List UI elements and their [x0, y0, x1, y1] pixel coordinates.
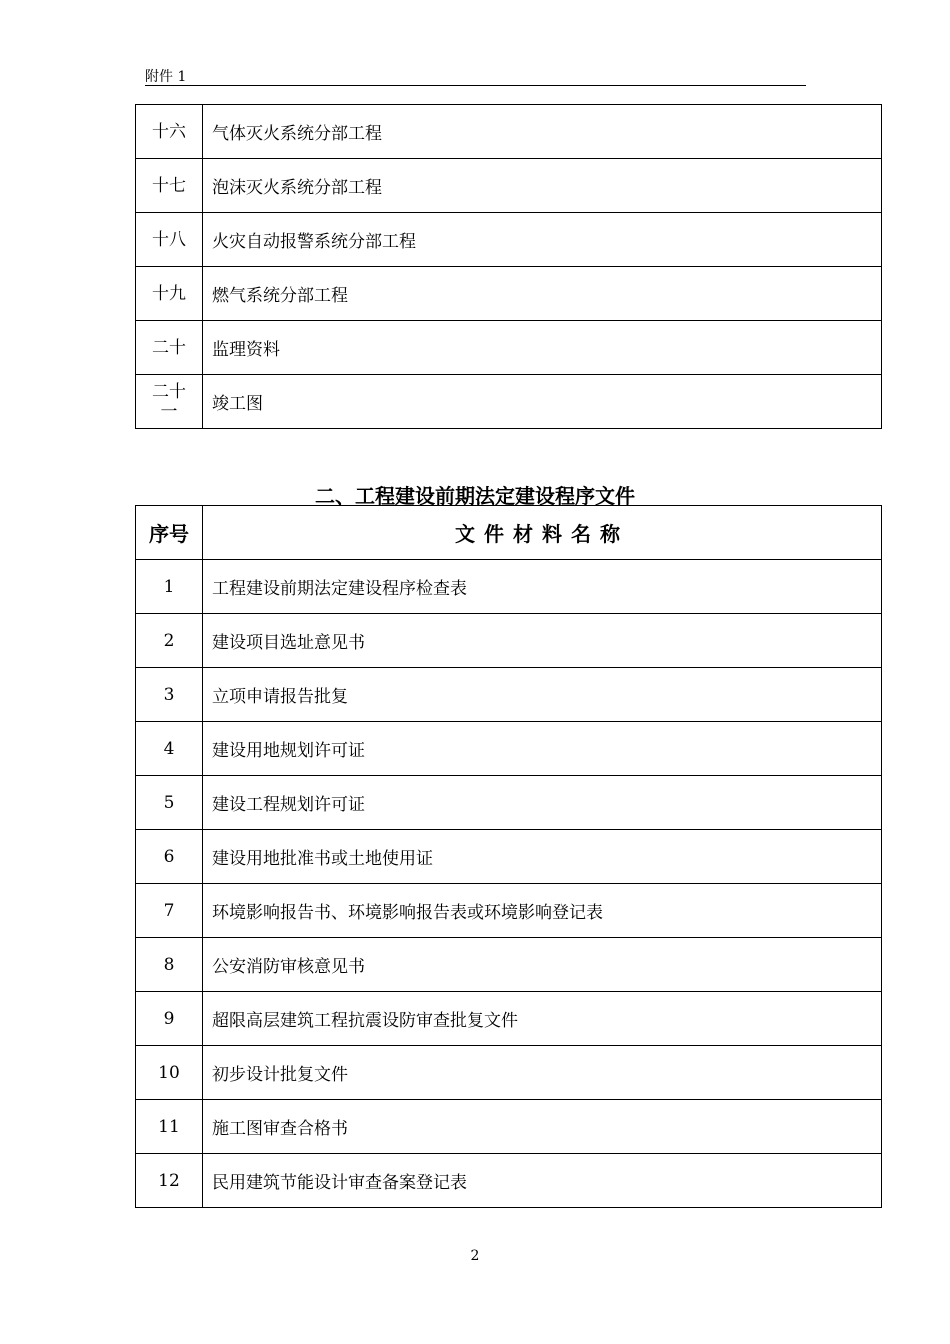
row-number: 1 — [136, 560, 203, 614]
row-number: 9 — [136, 992, 203, 1046]
row-number: 十七 — [136, 159, 203, 213]
row-name: 建设用地批准书或土地使用证 — [203, 830, 882, 884]
row-number: 十八 — [136, 213, 203, 267]
table-row — [136, 321, 882, 375]
pre-construction-documents-table — [135, 505, 882, 1208]
section-title: 二、工程建设前期法定建设程序文件 — [315, 484, 635, 508]
table-row — [136, 668, 882, 722]
table-row — [136, 159, 882, 213]
row-name: 建设项目选址意见书 — [203, 614, 882, 668]
row-name: 立项申请报告批复 — [203, 668, 882, 722]
row-name: 初步设计批复文件 — [203, 1046, 882, 1100]
table-row — [136, 1154, 882, 1208]
row-number: 5 — [136, 776, 203, 830]
row-name: 建设工程规划许可证 — [203, 776, 882, 830]
row-name: 超限高层建筑工程抗震设防审查批复文件 — [203, 992, 882, 1046]
table-row — [136, 830, 882, 884]
row-name: 竣工图 — [203, 375, 882, 429]
table-row — [136, 1046, 882, 1100]
row-number: 12 — [136, 1154, 203, 1208]
row-name: 气体灭火系统分部工程 — [203, 105, 882, 159]
table-row — [136, 375, 882, 429]
table-row — [136, 938, 882, 992]
row-number: 7 — [136, 884, 203, 938]
row-number: 二十 — [136, 321, 203, 375]
row-name: 环境影响报告书、环境影响报告表或环境影响登记表 — [203, 884, 882, 938]
column-header-name: 文件材料名称 — [203, 506, 882, 560]
page-number: 2 — [470, 1248, 480, 1264]
row-number: 3 — [136, 668, 203, 722]
table-row — [136, 267, 882, 321]
table-row — [136, 722, 882, 776]
row-number: 11 — [136, 1100, 203, 1154]
row-name: 监理资料 — [203, 321, 882, 375]
row-name: 施工图审查合格书 — [203, 1100, 882, 1154]
header-rule — [145, 85, 806, 86]
table-row — [136, 992, 882, 1046]
column-header-number: 序号 — [136, 506, 203, 560]
row-name: 公安消防审核意见书 — [203, 938, 882, 992]
table-row — [136, 776, 882, 830]
table-row — [136, 1100, 882, 1154]
row-number: 4 — [136, 722, 203, 776]
row-number: 10 — [136, 1046, 203, 1100]
row-name: 燃气系统分部工程 — [203, 267, 882, 321]
row-name: 泡沫灭火系统分部工程 — [203, 159, 882, 213]
row-number: 6 — [136, 830, 203, 884]
row-number: 十六 — [136, 105, 203, 159]
row-number: 十九 — [136, 267, 203, 321]
page-header-label: 附件 1 — [145, 69, 187, 85]
row-name: 工程建设前期法定建设程序检查表 — [203, 560, 882, 614]
row-number: 二十一 — [136, 375, 203, 429]
table-row — [136, 213, 882, 267]
table-row — [136, 614, 882, 668]
project-section-table — [135, 104, 882, 429]
row-name: 火灾自动报警系统分部工程 — [203, 213, 882, 267]
table-row — [136, 560, 882, 614]
table-row — [136, 105, 882, 159]
row-number: 2 — [136, 614, 203, 668]
table-header-row — [136, 506, 882, 560]
row-name: 民用建筑节能设计审查备案登记表 — [203, 1154, 882, 1208]
table-row — [136, 884, 882, 938]
row-name: 建设用地规划许可证 — [203, 722, 882, 776]
row-number: 8 — [136, 938, 203, 992]
